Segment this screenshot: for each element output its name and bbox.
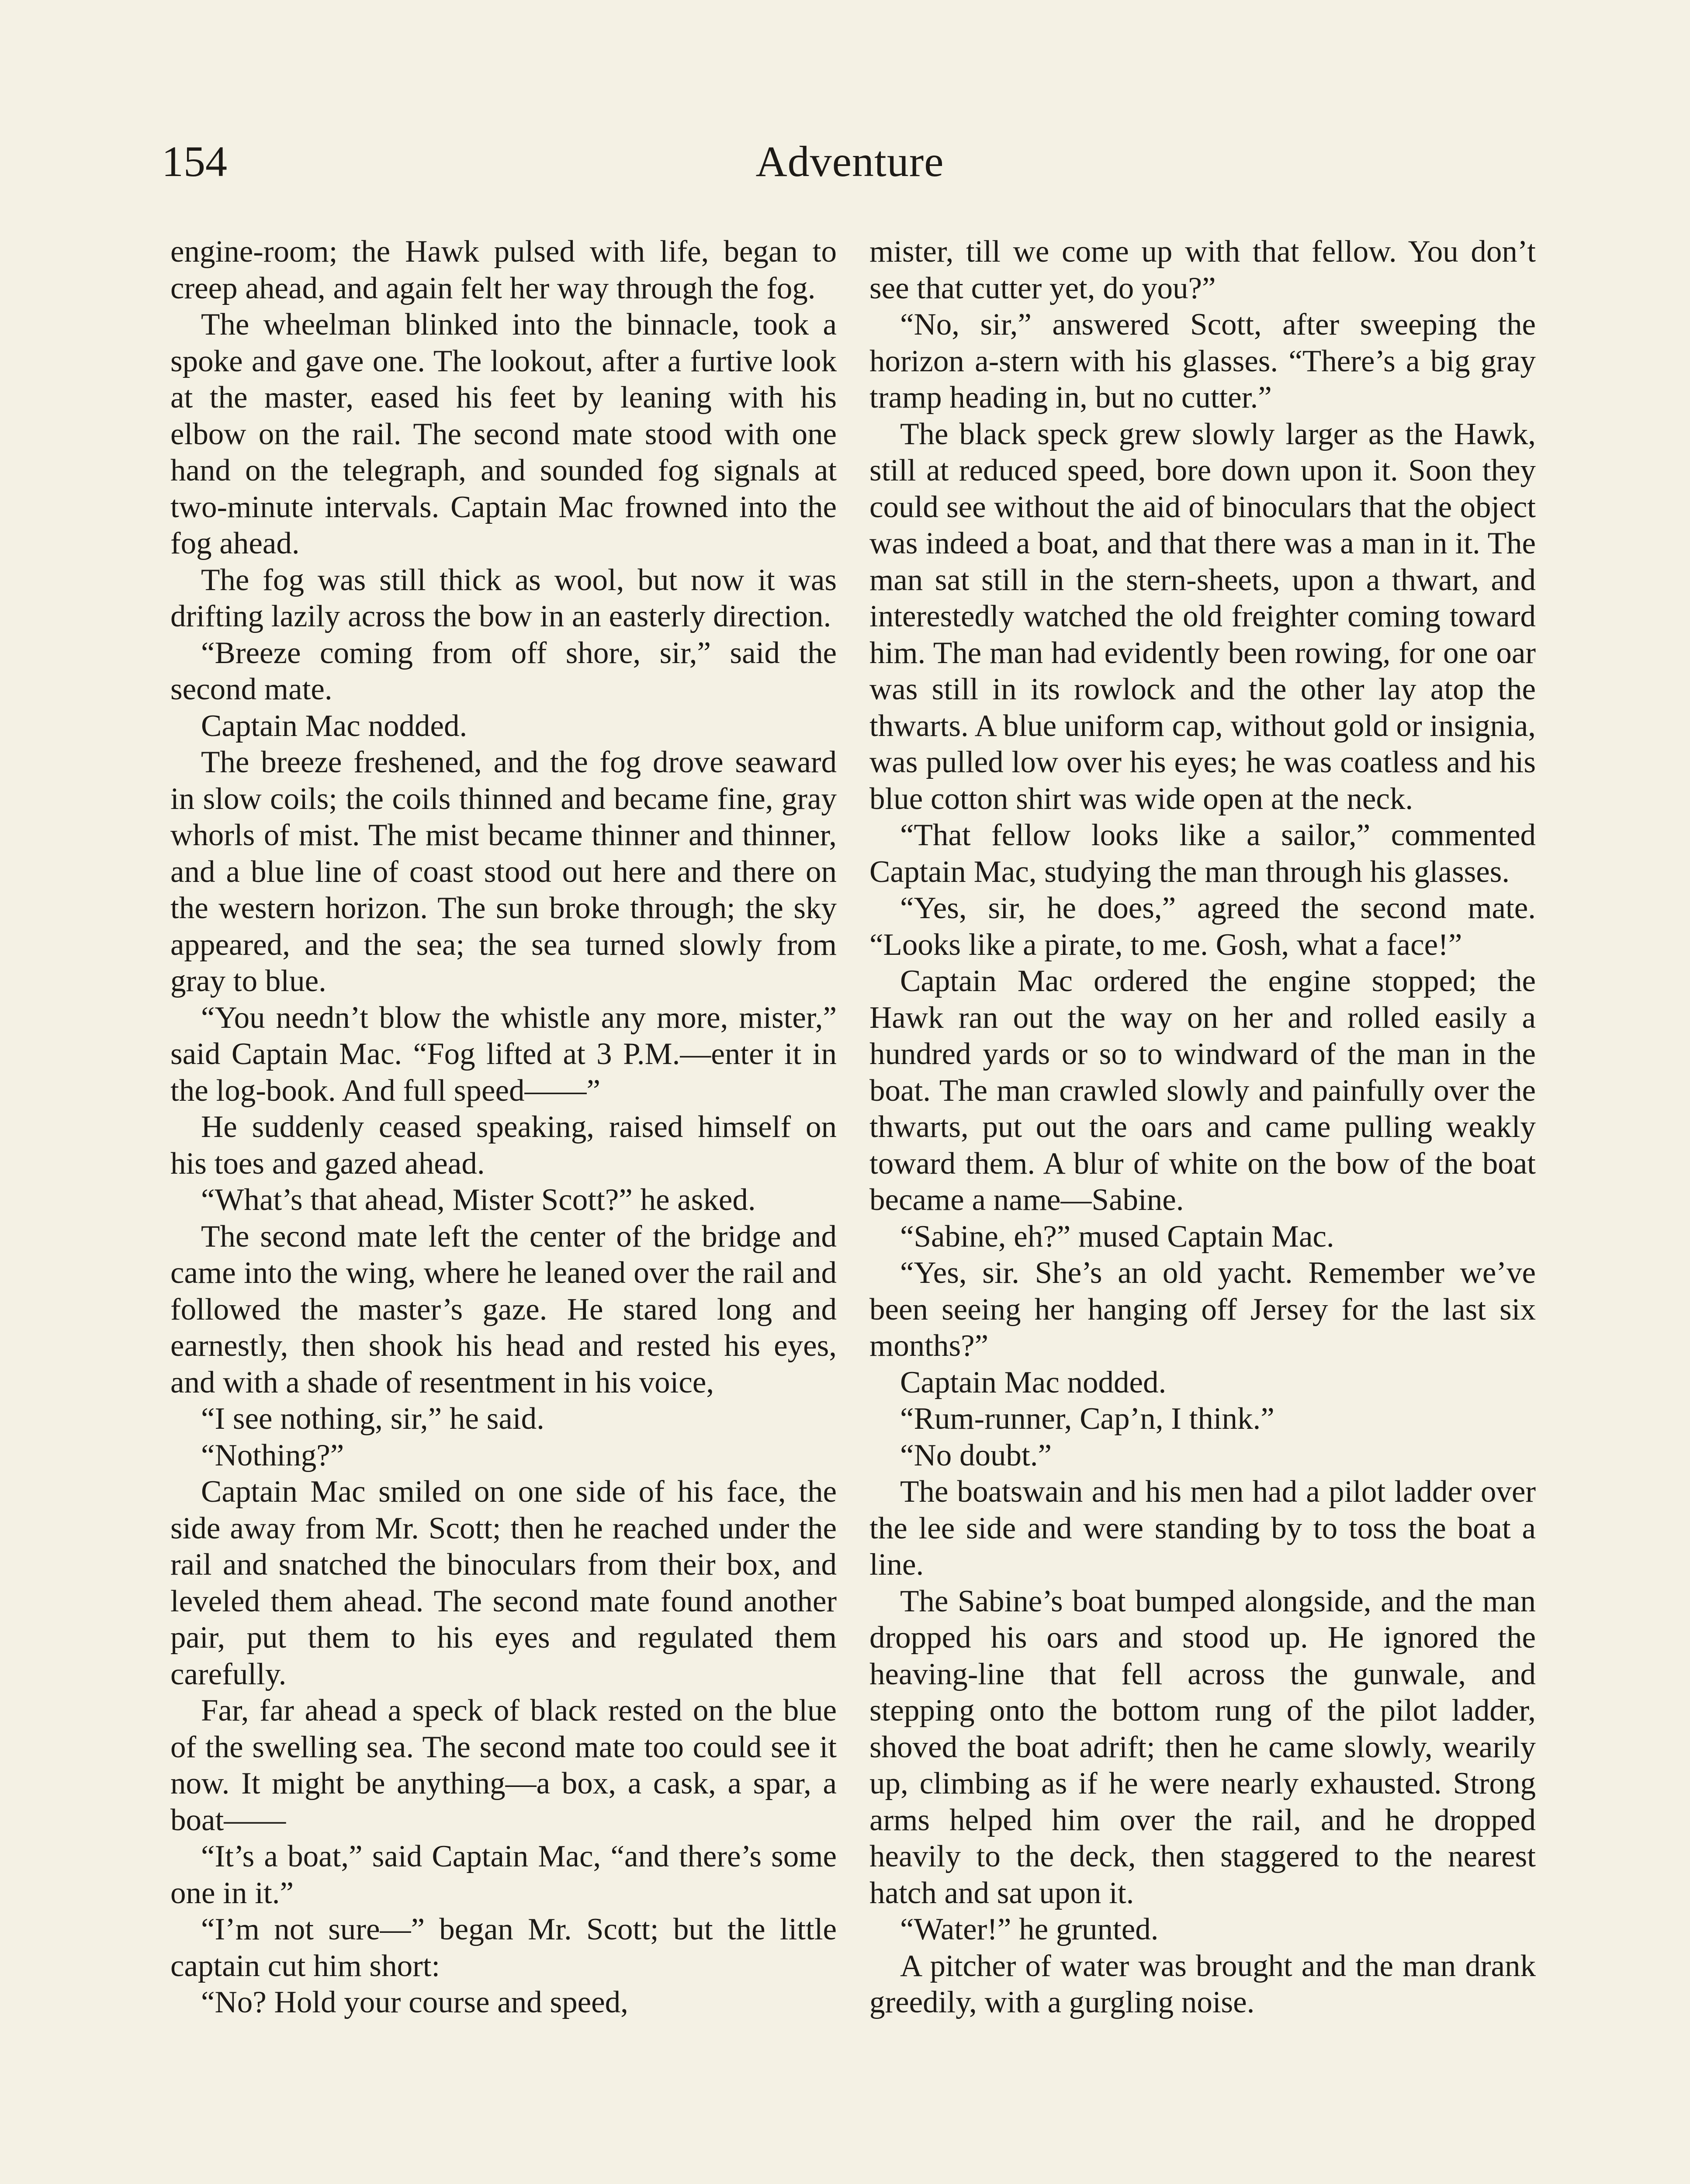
paragraph: “Yes, sir, he does,” agreed the second mate. “Looks like a pirate, to me. Gosh, what a face!” — [869, 891, 1536, 962]
paragraph: “Nothing?” — [201, 1438, 344, 1472]
right-column — [869, 234, 1536, 2021]
paragraph: “You needn’t blow the whistle any more, mister,” said Captain Mac. “Fog lifted at 3 P.M.—enter it in the log-book. And full speed——” — [170, 1000, 837, 1108]
paragraph: “I’m not sure—” began Mr. Scott; but the little captain cut him short: — [170, 1912, 837, 1983]
paragraph: The Sabine’s boat bumped alongside, and the man dropped his oars and stood up. He ignored the heaving-line that fell across the gunwale, and stepping onto the bottom rung of the pilot ladder, shoved the boat adrift; then he came slowly, wearily up, climbing as if he were nearly exhausted. Strong arms helped him over the rail, and he dropped heavily to the deck, then staggered to the nearest hatch and sat upon it. — [869, 1584, 1536, 1910]
paragraph: “Sabine, eh?” mused Captain Mac. — [900, 1219, 1334, 1254]
page-header — [162, 131, 1538, 192]
paragraph: “Yes, sir. She’s an old yacht. Remember we’ve been seeing her hanging off Jersey for the last six months?” — [869, 1256, 1536, 1363]
paragraph: “No doubt.” — [900, 1438, 1052, 1472]
paragraph: “That fellow looks like a sailor,” commented Captain Mac, studying the man through his glasses. — [869, 818, 1536, 889]
paragraph: Captain Mac smiled on one side of his face, the side away from Mr. Scott; then he reached under the rail and snatched the binoculars from their box, and leveled them ahead. The second mate found another pair, put them to his eyes and regulated them carefully. — [170, 1475, 837, 1691]
paragraph: Captain Mac nodded. — [201, 708, 468, 743]
paragraph: Captain Mac ordered the engine stopped; the Hawk ran out the way on her and rolled easily a hundred yards or so to windward of the man in the boat. The man crawled slowly and painfully over the thwarts, put out the oars and came pulling weakly toward them. A blur of white on the bow of the boat became a name—Sabine. — [869, 964, 1536, 1217]
paragraph: “It’s a boat,” said Captain Mac, “and there’s some one in it.” — [170, 1839, 837, 1910]
paragraph: “I see nothing, sir,” he said. — [201, 1402, 544, 1436]
paragraph: “What’s that ahead, Mister Scott?” he asked. — [201, 1183, 756, 1217]
paragraph: “Breeze coming from off shore, sir,” said the second mate. — [170, 636, 837, 706]
page-number: 154 — [162, 137, 227, 186]
paragraph: The wheelman blinked into the binnacle, took a spoke and gave one. The lookout, after a furtive look at the master, eased his feet by leaning with his elbow on the rail. The second mate stood with one hand on the telegraph, and sounded fog signals at two-minute intervals. Captain Mac frowned into the fog ahead. — [170, 308, 837, 560]
paragraph: “No, sir,” answered Scott, after sweeping the horizon a-stern with his glasses. “There’s a big gray tramp heading in, but no cutter.” — [869, 308, 1536, 415]
paragraph: Far, far ahead a speck of black rested on the blue of the swelling sea. The second mate too could see it now. It might be anything—a box, a cask, a spar, a boat—— — [170, 1693, 837, 1837]
paragraph: mister, till we come up with that fellow. You don’t see that cutter yet, do you?” — [869, 235, 1536, 305]
left-column — [170, 234, 837, 2021]
paragraph: The black speck grew slowly larger as the Hawk, still at reduced speed, bore down upon it. Soon they could see without the aid of binoculars that the object was indeed a boat, and that there was a man in it. The man sat still in the stern-sheets, upon a thwart, and interestedly watched the old freighter coming toward him. The man had evidently been rowing, for one oar was still in its rowlock and the other lay atop the thwarts. A blue uniform cap, without gold or insignia, was pulled low over his eyes; he was coatless and his blue cotton shirt was wide open at the neck. — [869, 417, 1536, 816]
paragraph: The boatswain and his men had a pilot ladder over the lee side and were standing by to toss the boat a line. — [869, 1475, 1536, 1582]
paragraph: “No? Hold your course and speed, — [201, 1985, 628, 2019]
paragraph: “Rum-runner, Cap’n, I think.” — [900, 1402, 1274, 1436]
paragraph: The fog was still thick as wool, but now it was drifting lazily across the bow in an easterly direction. — [170, 563, 837, 633]
paragraph: “Water!” he grunted. — [900, 1912, 1159, 1946]
paragraph: The breeze freshened, and the fog drove seaward in slow coils; the coils thinned and became fine, gray whorls of mist. The mist became thinner and thinner, and a blue line of coast stood out here and there on the western horizon. The sun broke through; the sky appeared, and the sea; the sea turned slowly from gray to blue. — [170, 745, 837, 998]
paragraph: He suddenly ceased speaking, raised himself on his toes and gazed ahead. — [170, 1110, 837, 1181]
paragraph: Captain Mac nodded. — [900, 1365, 1167, 1400]
paragraph: engine-room; the Hawk pulsed with life, began to creep ahead, and again felt her way through the fog. — [170, 235, 837, 305]
paragraph: The second mate left the center of the bridge and came into the wing, where he leaned over the rail and followed the master’s gaze. He stared long and earnestly, then shook his head and rested his eyes, and with a shade of resentment in his voice, — [170, 1219, 837, 1400]
paragraph: A pitcher of water was brought and the man drank greedily, with a gurgling noise. — [869, 1949, 1536, 2019]
running-title: Adventure — [755, 137, 944, 186]
